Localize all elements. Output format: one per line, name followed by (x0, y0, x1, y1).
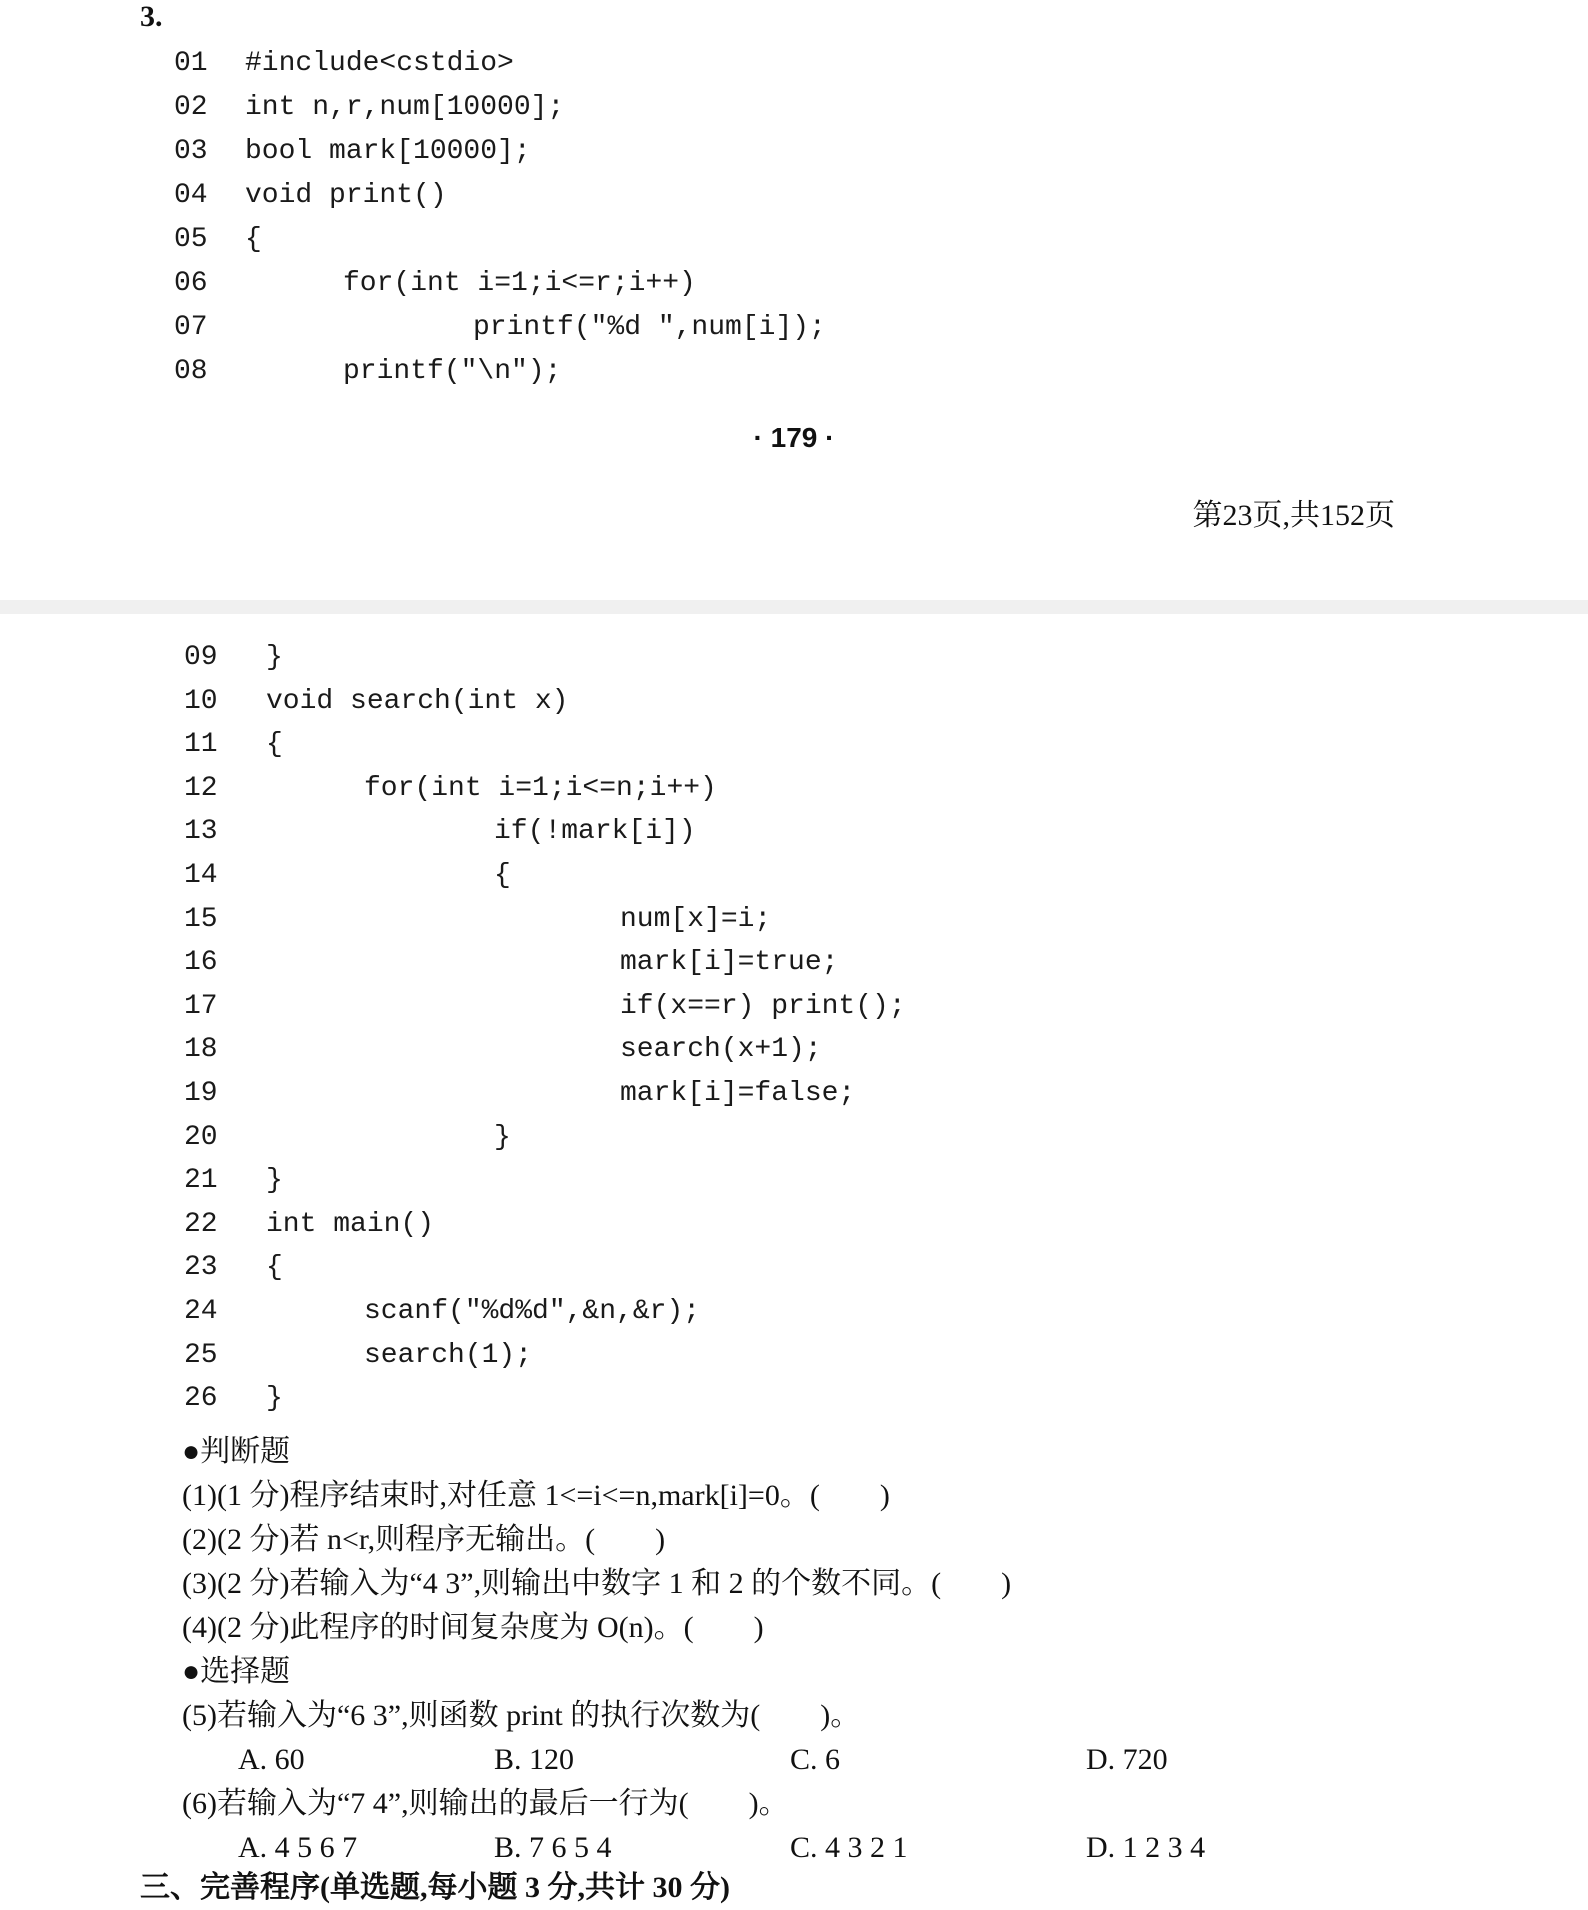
line-number: 11 (184, 729, 218, 761)
next-section-heading: 三、完善程序(单选题,每小题 3 分,共计 30 分) (140, 1871, 730, 1904)
choice-option: B. 7 6 5 4 (494, 1831, 612, 1864)
code-text: search(x+1); (620, 1034, 822, 1066)
code-text: num[x]=i; (620, 903, 772, 935)
code-text: } (266, 1383, 283, 1415)
judge-heading: ●判断题 (182, 1435, 291, 1468)
line-number: 10 (184, 685, 218, 717)
code-text: printf("\n"); (343, 356, 562, 387)
choice-heading: ●选择题 (182, 1655, 291, 1688)
choice-option: A. 60 (238, 1743, 305, 1776)
code-text: } (266, 642, 283, 673)
line-number: 09 (184, 642, 218, 673)
choice-stem: (6)若输入为“7 4”,则输出的最后一行为( )。 (182, 1787, 789, 1820)
choice-option: C. 6 (790, 1743, 841, 1776)
line-number: 20 (184, 1121, 218, 1153)
choice-stem: (5)若输入为“6 3”,则函数 print 的执行次数为( )。 (182, 1699, 861, 1732)
code-text: { (245, 224, 262, 255)
page-folio: · 179 · (753, 422, 835, 453)
line-number: 08 (174, 356, 208, 387)
code-text: #include<cstdio> (245, 48, 514, 79)
question-number: 3. (140, 0, 163, 33)
judge-item: (3)(2 分)若输入为“4 3”,则输出中数字 1 和 2 的个数不同。( ) (182, 1567, 1012, 1600)
code-text: { (266, 729, 283, 761)
code-text: int main() (266, 1208, 435, 1240)
code-text: mark[i]=false; (620, 1078, 856, 1109)
line-number: 26 (184, 1383, 218, 1415)
line-number: 14 (184, 860, 218, 891)
code-text: for(int i=1;i<=r;i++) (343, 268, 696, 299)
line-number: 15 (184, 903, 218, 935)
line-number: 25 (184, 1339, 218, 1371)
code-text: int n,r,num[10000]; (245, 92, 565, 123)
judge-item: (1)(1 分)程序结束时,对任意 1<=i<=n,mark[i]=0。( ) (182, 1479, 890, 1512)
code-text: for(int i=1;i<=n;i++) (364, 772, 717, 804)
line-number: 19 (184, 1078, 218, 1109)
choice-option: B. 120 (494, 1743, 575, 1776)
line-number: 06 (174, 268, 208, 299)
code-text: } (494, 1121, 511, 1153)
line-number: 02 (174, 92, 208, 123)
code-text: { (494, 860, 511, 891)
code-text: if(x==r) print(); (620, 990, 906, 1022)
page-count: 第23页,共152页 (1192, 499, 1395, 532)
line-number: 04 (174, 180, 208, 211)
line-number: 01 (174, 48, 208, 79)
choice-option: D. 1 2 3 4 (1086, 1831, 1206, 1864)
judge-item: (4)(2 分)此程序的时间复杂度为 O(n)。( ) (182, 1611, 764, 1644)
code-text: scanf("%d%d",&n,&r); (364, 1296, 701, 1327)
line-number: 21 (184, 1165, 218, 1197)
code-text: void print() (245, 180, 447, 211)
code-text: printf("%d ",num[i]); (473, 312, 826, 343)
line-number: 13 (184, 816, 218, 848)
line-number: 03 (174, 136, 208, 167)
line-number: 18 (184, 1034, 218, 1066)
judge-item: (2)(2 分)若 n<r,则程序无输出。( ) (182, 1523, 666, 1556)
choice-option: D. 720 (1086, 1743, 1168, 1776)
page-separator (0, 600, 1588, 614)
page-top (0, 0, 1588, 600)
code-text: bool mark[10000]; (245, 136, 531, 167)
line-number: 07 (174, 312, 208, 343)
code-text: { (266, 1252, 283, 1284)
line-number: 17 (184, 990, 218, 1022)
line-number: 23 (184, 1252, 218, 1284)
code-text: } (266, 1165, 283, 1197)
choice-option: A. 4 5 6 7 (238, 1831, 358, 1864)
code-text: mark[i]=true; (620, 947, 839, 979)
choice-option: C. 4 3 2 1 (790, 1831, 908, 1864)
page-bottom (0, 614, 1588, 1904)
line-number: 16 (184, 947, 218, 979)
code-text: search(1); (364, 1339, 533, 1371)
line-number: 12 (184, 772, 218, 804)
line-number: 24 (184, 1296, 218, 1327)
code-text: if(!mark[i]) (494, 816, 696, 848)
line-number: 05 (174, 224, 208, 255)
code-text: void search(int x) (266, 685, 569, 717)
line-number: 22 (184, 1208, 218, 1240)
